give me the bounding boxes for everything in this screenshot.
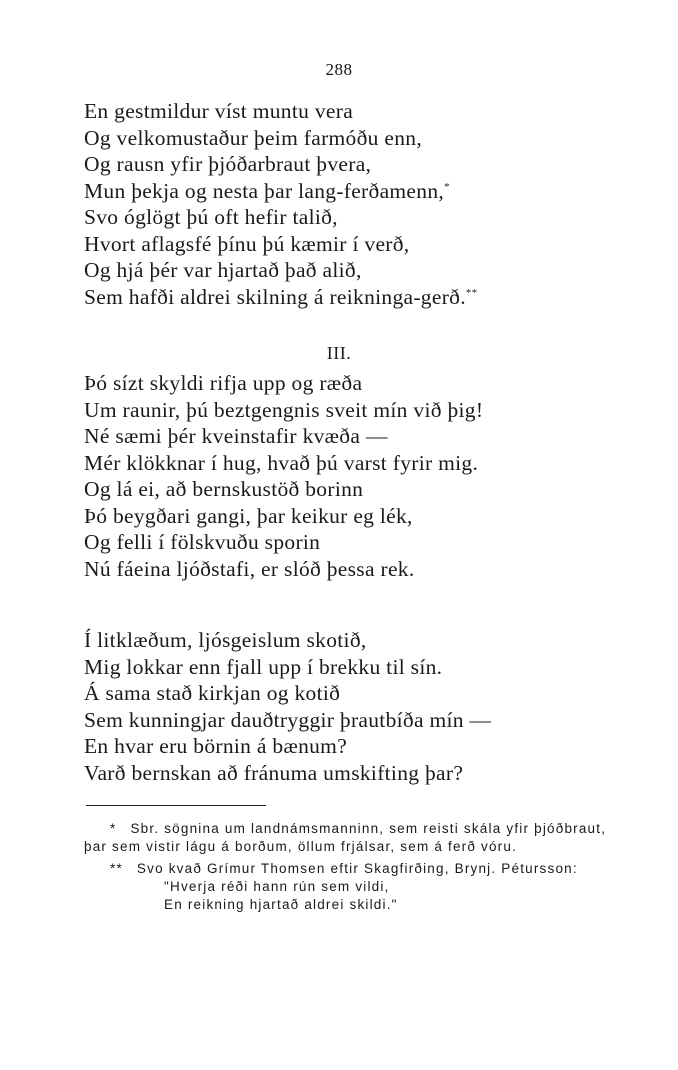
poem-line: Nú fáeina ljóðstafi, er slóð þessa rek. [84, 556, 415, 581]
poem-stanza-1 [84, 98, 477, 310]
poem-line: Og felli í fölskvuðu sporin [84, 530, 321, 554]
poem-line: Og lá ei, að bernskustöð borinn [84, 477, 364, 501]
poem-stanza-2 [84, 370, 483, 582]
poem-line: Og rausn yfir þjóðarbraut þvera, [84, 152, 372, 176]
poem-line: Þó sízt skyldi rifja upp og ræða [84, 371, 363, 395]
poem-line: Um raunir, þú beztgengnis sveit mín við þig! [84, 397, 484, 422]
poem-line: Mér klökknar í hug, hvað þú varst fyrir mig. [84, 450, 479, 475]
poem-line: Né sæmi þér kveinstafir kvæða — [84, 424, 388, 448]
footnote-quote-line: En reikning hjartað aldrei skildi." [164, 897, 398, 912]
poem-line: Á sama stað kirkjan og kotið [84, 681, 341, 705]
poem-line: En hvar eru börnin á bænum? [84, 734, 348, 758]
poem-line: Svo óglögt þú oft hefir talið, [84, 205, 338, 229]
footnote-mark: * [110, 821, 117, 836]
poem-stanza-3 [84, 627, 491, 786]
poem-line: Og velkomustaður þeim farmóðu enn, [84, 125, 423, 150]
footnote-quote-line: "Hverja réði hann rún sem vildi, [164, 879, 390, 894]
poem-line: Hvort aflagsfé þínu þú kæmir í verð, [84, 231, 410, 256]
poem-line: Varð bernskan að fránuma umskifting þar? [84, 760, 464, 785]
footnotes [84, 820, 616, 918]
page-number: 288 [325, 60, 353, 79]
footnote-text: Sbr. sögnina um landnámsmanninn, sem reisti skála yfir þjóðbraut, þar sem vistir lágu á borðum, öllum frjálsar, sem á ferð vóru. [84, 821, 607, 854]
poem-line: Mun þekja og nesta þar lang-ferðamenn,* [84, 178, 450, 203]
poem-line: Sem kunningjar dauðtryggir þrautbíða mín — [84, 707, 492, 732]
footnote-divider [86, 805, 266, 806]
poem-line: Í litklæðum, ljósgeislum skotið, [84, 628, 367, 652]
section-heading: III. [326, 343, 352, 363]
poem-line: Mig lokkar enn fjall upp í brekku til sín. [84, 654, 443, 679]
poem-line: Og hjá þér var hjartað það alið, [84, 258, 362, 282]
footnote-1 [84, 820, 616, 856]
footnote-marker[interactable]: * [444, 180, 450, 193]
poem-line: En gestmildur víst muntu vera [84, 99, 354, 123]
footnote-text: Svo kvað Grímur Thomsen eftir Skagfirðing, Brynj. Pétursson: [136, 861, 578, 876]
poem-line: Þó beygðari gangi, þar keikur eg lék, [84, 503, 413, 528]
poem-line: Sem hafði aldrei skilning á reikninga-gerð.** [84, 284, 478, 309]
footnote-2 [84, 860, 616, 914]
footnote-marker[interactable]: ** [465, 286, 478, 299]
footnote-mark: ** [110, 861, 123, 876]
